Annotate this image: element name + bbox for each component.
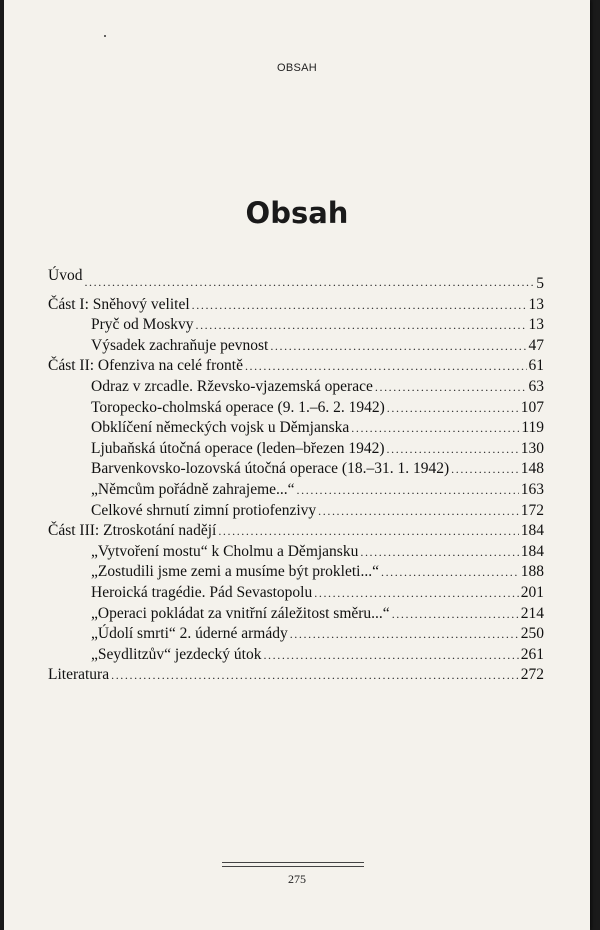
toc-entry-title: Část II: Ofenziva na celé frontě: [48, 357, 243, 375]
toc-entry-title: Odraz v zrcadle. Rževsko-vjazemská operace: [91, 377, 373, 395]
dot-leader: [195, 315, 526, 336]
page-number: 275: [288, 872, 306, 886]
toc-entry-title: Ljubaňská útočná operace (leden–březen 1942): [91, 439, 385, 457]
toc-entry-title: Výsadek zachraňuje pevnost: [91, 336, 269, 354]
toc-subentry: [48, 562, 544, 583]
toc-subentry: [48, 501, 544, 522]
running-head: OBSAH: [276, 62, 317, 74]
toc-page-number: 272: [520, 666, 544, 684]
toc-entry-title: Barvenkovsko-lozovská útočná operace (18.–31. 1. 1942): [91, 460, 450, 478]
dot-leader: [392, 604, 519, 625]
toc-subentry: [48, 459, 544, 480]
dot-leader: [290, 624, 519, 645]
footer-rule-line: [222, 866, 364, 867]
dot-leader: [360, 542, 518, 563]
toc-entry-title: Literatura: [48, 666, 110, 684]
toc-page-number: 119: [521, 419, 544, 437]
toc-page-number: 172: [520, 501, 544, 519]
toc-page-number: 261: [520, 645, 544, 663]
toc-entry-title: „Zostudili jsme zemi a musíme být prokleti...“: [91, 563, 379, 581]
toc-page-number: 130: [520, 439, 544, 457]
toc-page-number: 148: [520, 460, 544, 478]
toc-page-number: 107: [520, 398, 544, 416]
toc-page-number: 63: [528, 377, 544, 395]
toc-entry-title: Heroická tragédie. Pád Sevastopolu: [91, 583, 313, 601]
dot-leader: [318, 501, 519, 522]
toc-subentry: [48, 336, 544, 357]
toc-entry-title: „Seydlitzův“ jezdecký útok: [91, 645, 262, 663]
dot-leader: [263, 645, 518, 666]
toc-page-number: 184: [520, 542, 544, 560]
book-page: [4, 0, 590, 930]
dot-leader: [111, 665, 519, 686]
toc-entry: [48, 665, 544, 686]
toc-subentry: [48, 315, 544, 336]
toc-page-number: 184: [520, 522, 544, 540]
toc-subentry: [48, 645, 544, 666]
toc-page-number: 201: [520, 583, 544, 601]
toc-entry-title: Část III: Ztroskotání nadějí: [48, 522, 217, 540]
toc-entry-title: Část I: Sněhový velitel: [48, 295, 190, 313]
toc-subentry: [48, 377, 544, 398]
toc-subentry: [48, 398, 544, 419]
toc-entry-title: Pryč od Moskvy: [91, 316, 194, 334]
toc-entry: [48, 295, 544, 316]
toc-entry: [48, 521, 544, 542]
dot-leader: [218, 521, 518, 542]
toc-entry-title: Celkové shrnutí zimní protiofenzivy: [91, 501, 317, 519]
toc-page-number: 250: [520, 625, 544, 643]
toc-page-number: 5: [536, 275, 544, 292]
table-of-contents: [48, 267, 544, 686]
paper-speck: [104, 35, 106, 37]
dot-leader: [451, 459, 519, 480]
toc-entry: [48, 356, 544, 377]
toc-page-number: 163: [520, 480, 544, 498]
toc-page-number: 47: [528, 336, 544, 354]
toc-subentry: [48, 583, 544, 604]
footer-rule: [222, 862, 364, 870]
dot-leader: [375, 377, 527, 398]
toc-entry-title: Úvod: [48, 267, 83, 284]
dot-leader: [245, 356, 527, 377]
page-title: Obsah: [245, 196, 349, 230]
toc-page-number: 214: [520, 604, 544, 622]
dot-leader: [270, 336, 526, 357]
toc-subentry: [48, 604, 544, 625]
dot-leader: [192, 295, 527, 316]
dot-leader: [387, 398, 519, 419]
footer-rule-line: [222, 862, 364, 863]
toc-page-number: 13: [528, 295, 544, 313]
toc-entry-title: „Vytvoření mostu“ k Cholmu a Děmjansku: [91, 542, 359, 560]
toc-subentry: [48, 542, 544, 563]
toc-page-number: 61: [528, 357, 544, 375]
toc-entry-title: „Údolí smrti“ 2. úderné armády: [91, 625, 288, 643]
toc-page-number: 188: [520, 563, 544, 581]
toc-subentry: [48, 480, 544, 501]
dot-leader: [381, 562, 519, 583]
toc-subentry: [48, 418, 544, 439]
toc-entry-title: „Němcům pořádně zahrajeme...“: [91, 480, 295, 498]
toc-entry: [48, 267, 544, 295]
toc-entry-title: Obklíčení německých vojsk u Děmjanska: [91, 419, 350, 437]
dot-leader: [84, 272, 534, 293]
toc-entry-title: „Operaci pokládat za vnitřní záležitost směru...“: [91, 604, 390, 622]
toc-page-number: 13: [528, 316, 544, 334]
dot-leader: [314, 583, 519, 604]
toc-entry-title: Toropecko-cholmská operace (9. 1.–6. 2. 1942): [91, 398, 385, 416]
dot-leader: [351, 418, 519, 439]
dot-leader: [297, 480, 519, 501]
toc-subentry: [48, 624, 544, 645]
toc-subentry: [48, 439, 544, 460]
dot-leader: [387, 439, 519, 460]
